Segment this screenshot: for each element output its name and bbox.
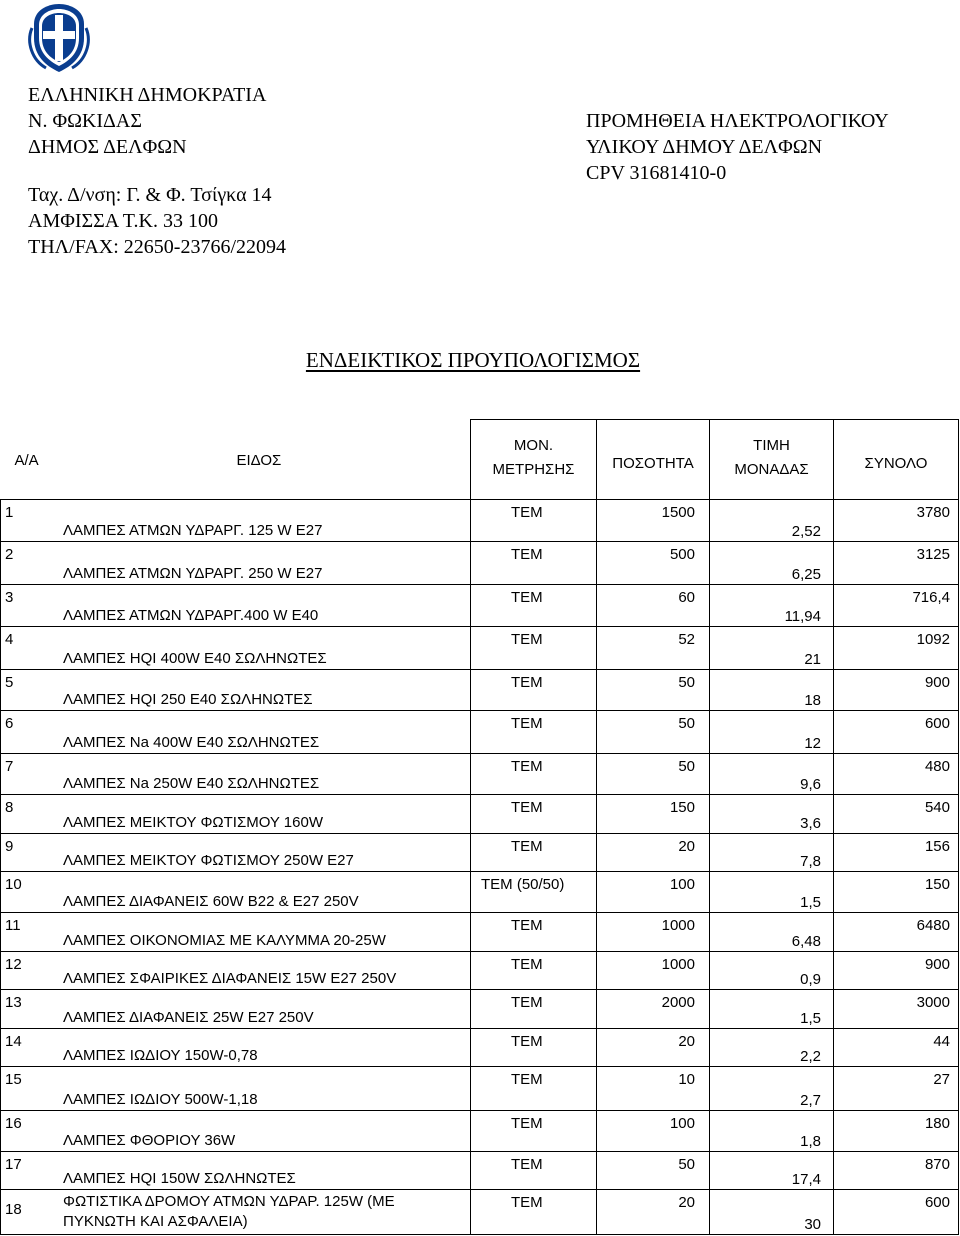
header-item: ΕΙΔΟΣ (236, 451, 282, 469)
row-number: 12 (5, 955, 22, 973)
unit-value: TEM (511, 546, 543, 564)
total-value: 1092 (916, 631, 950, 649)
row-number: 1 (5, 503, 14, 521)
price-cell (710, 669, 834, 710)
item-description: ΛΑΜΠΕΣ ΑΤΜΩΝ ΥΔΡΑΡΓ. 250 W E27 (63, 564, 323, 582)
total-value: 3125 (916, 546, 950, 564)
unit-price-value: 2,52 (791, 523, 821, 541)
total-cell (834, 753, 959, 794)
item-description: ΛΑΜΠΕΣ ΔΙΑΦΑΝΕΙΣ 60W B22 & E27 250V (63, 893, 359, 911)
unit-cell (471, 711, 597, 753)
header-total-cell (834, 420, 959, 500)
total-value: 900 (924, 955, 950, 973)
table-row (1, 990, 959, 1028)
qty-cell (597, 542, 710, 584)
unit-price-value: 1,5 (800, 1009, 821, 1027)
unit-value: TEM (511, 1071, 543, 1089)
total-cell (834, 1152, 959, 1190)
table-row (1, 584, 959, 626)
row-number: 7 (5, 757, 14, 775)
unit-price-value: 1,8 (800, 1133, 821, 1151)
item-description: ΛΑΜΠΕΣ ΔΙΑΦΑΝΕΙΣ 25W E27 250V (63, 1008, 314, 1026)
total-cell (834, 1110, 959, 1151)
total-value: 150 (924, 875, 950, 893)
row-number: 17 (5, 1156, 22, 1174)
table-row (1, 833, 959, 871)
qty-value: 10 (678, 1071, 695, 1089)
item-cell (1, 711, 471, 753)
document-title: ΕΝΔΕΙΚΤΙΚΟΣ ΠΡΟΥΠΟΛΟΓΙΣΜΟΣ (305, 348, 641, 372)
table-row (1, 1190, 959, 1235)
unit-cell (471, 1067, 597, 1110)
qty-cell (597, 711, 710, 753)
price-cell (710, 990, 834, 1028)
unit-cell (471, 1110, 597, 1151)
item-cell (1, 627, 471, 669)
unit-value: TEM (511, 837, 543, 855)
issuer-address-city: ΑΜΦΙΣΣΑ Τ.Κ. 33 100 (28, 210, 218, 232)
item-description: ΛΑΜΠΕΣ HQI 400W E40 ΣΩΛΗΝΩΤΕΣ (63, 649, 327, 667)
issuer-address-street: Ταχ. Δ/νση: Γ. & Φ. Τσίγκα 14 (28, 184, 272, 206)
qty-value: 1000 (661, 917, 695, 935)
item-description: ΛΑΜΠΕΣ ΣΦΑΙΡΙΚΕΣ ΔΙΑΦΑΝΕΙΣ 15W E27 250V (63, 970, 397, 988)
unit-price-value: 21 (804, 650, 821, 668)
unit-value: TEM (511, 588, 543, 606)
unit-price-value: 2,7 (800, 1091, 821, 1109)
unit-cell (471, 753, 597, 794)
item-description: ΛΑΜΠΕΣ Na 400W E40 ΣΩΛΗΝΩΤΕΣ (63, 733, 320, 751)
issuer-phone-fax: ΤΗΛ/FAX: 22650-23766/22094 (28, 236, 287, 258)
table-row (1, 499, 959, 541)
total-value: 3780 (916, 503, 950, 521)
unit-cell (471, 584, 597, 626)
qty-value: 500 (669, 546, 695, 564)
item-cell (1, 1028, 471, 1066)
table-header-row (1, 420, 959, 500)
price-cell (710, 584, 834, 626)
qty-value: 1500 (661, 503, 695, 521)
total-value: 540 (924, 799, 950, 817)
total-value: 27 (933, 1071, 950, 1089)
table-row (1, 795, 959, 833)
total-cell (834, 1190, 959, 1235)
total-cell (834, 913, 959, 951)
row-number: 16 (5, 1114, 22, 1132)
item-description (63, 1192, 395, 1232)
item-cell (1, 871, 471, 912)
unit-cell (471, 542, 597, 584)
price-cell (710, 833, 834, 871)
qty-cell (597, 913, 710, 951)
unit-price-value: 9,6 (800, 776, 821, 794)
header-price-cell (710, 420, 834, 500)
table-row (1, 1067, 959, 1110)
table-row (1, 669, 959, 710)
qty-cell (597, 1110, 710, 1151)
price-cell (710, 1190, 834, 1235)
unit-value: TEM (511, 1032, 543, 1050)
qty-cell (597, 1152, 710, 1190)
unit-cell (471, 1028, 597, 1066)
item-cell (1, 1067, 471, 1110)
total-cell (834, 627, 959, 669)
item-description-line1: ΦΩΤΙΣΤΙΚΑ ΔΡΟΜΟΥ ΑΤΜΩΝ ΥΔΡΑΡ. 125W (ΜΕ (63, 1193, 395, 1210)
qty-cell (597, 951, 710, 989)
price-cell (710, 1110, 834, 1151)
total-cell (834, 990, 959, 1028)
header-price-line2: ΜΟΝΑΔΑΣ (734, 461, 809, 478)
item-description: ΛΑΜΠΕΣ HQI 250 E40 ΣΩΛΗΝΩΤΕΣ (63, 691, 313, 709)
qty-cell (597, 584, 710, 626)
item-cell (1, 542, 471, 584)
unit-value: TEM (511, 757, 543, 775)
item-description: ΛΑΜΠΕΣ ΜΕΙΚΤΟΥ ΦΩΤΙΣΜΟΥ 250W E27 (63, 851, 354, 869)
item-cell (1, 499, 471, 541)
total-cell (834, 871, 959, 912)
total-cell (834, 1067, 959, 1110)
qty-value: 100 (669, 1114, 695, 1132)
item-cell (1, 753, 471, 794)
qty-cell (597, 871, 710, 912)
unit-value: TEM (511, 715, 543, 733)
total-cell (834, 833, 959, 871)
item-description: ΛΑΜΠΕΣ ΙΩΔΙΟΥ 500W-1,18 (63, 1090, 258, 1108)
price-cell (710, 1028, 834, 1066)
item-cell (1, 990, 471, 1028)
unit-cell (471, 669, 597, 710)
price-cell (710, 913, 834, 951)
unit-cell (471, 627, 597, 669)
table-row (1, 753, 959, 794)
unit-value: TEM (511, 673, 543, 691)
item-description-line2: ΠΥΚΝΩΤΗ ΚΑΙ ΑΣΦΑΛΕΙΑ) (63, 1213, 248, 1230)
unit-price-value: 2,2 (800, 1048, 821, 1066)
header-aa-item-cell (1, 420, 471, 500)
qty-cell (597, 795, 710, 833)
row-number: 18 (5, 1201, 22, 1219)
table-row (1, 542, 959, 584)
item-description: ΛΑΜΠΕΣ Na 250W E40 ΣΩΛΗΝΩΤΕΣ (63, 775, 320, 793)
total-value: 44 (933, 1032, 950, 1050)
row-number: 15 (5, 1071, 22, 1089)
total-value: 480 (924, 757, 950, 775)
item-cell (1, 1110, 471, 1151)
total-cell (834, 1028, 959, 1066)
price-cell (710, 711, 834, 753)
qty-cell (597, 753, 710, 794)
unit-cell (471, 913, 597, 951)
unit-price-value: 6,25 (791, 565, 821, 583)
qty-value: 2000 (661, 994, 695, 1012)
unit-cell (471, 990, 597, 1028)
unit-price-value: 18 (804, 692, 821, 710)
header-qty: ΠΟΣΟΤΗΤΑ (612, 455, 694, 472)
procurement-header (586, 108, 889, 186)
header-price (710, 434, 833, 482)
qty-cell (597, 627, 710, 669)
price-cell (710, 627, 834, 669)
procurement-title-line1: ΠΡΟΜΗΘΕΙΑ ΗΛΕΚΤΡΟΛΟΓΙΚΟΥ (586, 110, 889, 132)
total-value: 180 (924, 1114, 950, 1132)
total-cell (834, 669, 959, 710)
issuer-municipality: ΔΗΜΟΣ ΔΕΛΦΩΝ (28, 136, 187, 158)
total-value: 156 (924, 837, 950, 855)
qty-value: 1000 (661, 955, 695, 973)
item-cell (1, 669, 471, 710)
unit-value: TEM (511, 1156, 543, 1174)
issuer-prefecture: Ν. ΦΩΚΙΔΑΣ (28, 110, 142, 132)
unit-value: TEM (511, 1194, 543, 1212)
table-row (1, 711, 959, 753)
unit-value: TEM (50/50) (481, 875, 565, 893)
item-description: ΛΑΜΠΕΣ ΟΙΚΟΝΟΜΙΑΣ ΜΕ ΚΑΛΥΜΜΑ 20-25W (63, 931, 386, 949)
qty-value: 52 (678, 631, 695, 649)
item-cell (1, 951, 471, 989)
qty-value: 50 (678, 715, 695, 733)
header-total: ΣΥΝΟΛΟ (864, 455, 928, 472)
unit-value: TEM (511, 799, 543, 817)
qty-cell (597, 1190, 710, 1235)
row-number: 3 (5, 588, 14, 606)
row-number: 5 (5, 673, 14, 691)
table-row (1, 1152, 959, 1190)
unit-price-value: 3,6 (800, 814, 821, 832)
qty-value: 20 (678, 1032, 695, 1050)
table-row (1, 1110, 959, 1151)
procurement-cpv-code: CPV 31681410-0 (586, 162, 727, 184)
procurement-title-line2: ΥΛΙΚΟΥ ΔΗΜΟΥ ΔΕΛΦΩΝ (586, 136, 823, 158)
header-unit-line2: ΜΕΤΡΗΣΗΣ (492, 461, 575, 478)
row-number: 6 (5, 715, 14, 733)
item-cell (1, 913, 471, 951)
qty-value: 60 (678, 588, 695, 606)
item-description: ΛΑΜΠΕΣ ΑΤΜΩΝ ΥΔΡΑΡΓ.400 W E40 (63, 607, 319, 625)
item-cell (1, 1190, 471, 1235)
unit-price-value: 6,48 (791, 932, 821, 950)
qty-cell (597, 499, 710, 541)
row-number: 13 (5, 994, 22, 1012)
price-cell (710, 1067, 834, 1110)
unit-value: TEM (511, 503, 543, 521)
unit-price-value: 1,5 (800, 894, 821, 912)
unit-value: TEM (511, 917, 543, 935)
header-price-line1: ΤΙΜΗ (753, 437, 790, 454)
qty-value: 20 (678, 1194, 695, 1212)
unit-cell (471, 499, 597, 541)
total-value: 3000 (916, 994, 950, 1012)
qty-value: 50 (678, 673, 695, 691)
unit-price-value: 12 (804, 734, 821, 752)
item-description: ΛΑΜΠΕΣ ΦΘΟΡΙΟΥ 36W (63, 1132, 236, 1150)
total-cell (834, 795, 959, 833)
qty-cell (597, 1067, 710, 1110)
table-row (1, 913, 959, 951)
unit-value: TEM (511, 955, 543, 973)
unit-cell (471, 1190, 597, 1235)
qty-value: 20 (678, 837, 695, 855)
table-row (1, 1028, 959, 1066)
total-value: 600 (924, 715, 950, 733)
total-value: 716,4 (912, 588, 950, 606)
unit-cell (471, 951, 597, 989)
qty-value: 150 (669, 799, 695, 817)
qty-cell (597, 833, 710, 871)
qty-cell (597, 1028, 710, 1066)
header-unit-line1: ΜΟΝ. (513, 437, 554, 454)
item-description: ΛΑΜΠΕΣ HQI 150W ΣΩΛΗΝΩΤΕΣ (63, 1170, 296, 1188)
row-number: 8 (5, 799, 14, 817)
total-cell (834, 584, 959, 626)
qty-cell (597, 990, 710, 1028)
item-description: ΛΑΜΠΕΣ ΑΤΜΩΝ ΥΔΡΑΡΓ. 125 W E27 (63, 522, 323, 540)
unit-value: TEM (511, 994, 543, 1012)
unit-price-value: 30 (804, 1216, 821, 1233)
item-description: ΛΑΜΠΕΣ ΜΕΙΚΤΟΥ ΦΩΤΙΣΜΟΥ 160W (63, 813, 323, 831)
unit-price-value: 11,94 (784, 608, 821, 626)
price-cell (710, 795, 834, 833)
unit-cell (471, 871, 597, 912)
unit-cell (471, 1152, 597, 1190)
total-cell (834, 711, 959, 753)
price-cell (710, 871, 834, 912)
row-number: 4 (5, 631, 14, 649)
header-qty-cell (597, 420, 710, 500)
unit-value: TEM (511, 631, 543, 649)
unit-price-value: 17,4 (791, 1171, 821, 1189)
unit-cell (471, 833, 597, 871)
item-description: ΛΑΜΠΕΣ ΙΩΔΙΟΥ 150W-0,78 (63, 1047, 258, 1065)
row-number: 2 (5, 546, 14, 564)
issuer-header (28, 82, 286, 260)
unit-price-value: 0,9 (800, 971, 821, 989)
table-row (1, 951, 959, 989)
unit-price-value: 7,8 (800, 852, 821, 870)
header-unit-cell (471, 420, 597, 500)
row-number: 11 (5, 917, 21, 935)
item-cell (1, 833, 471, 871)
total-value: 900 (924, 673, 950, 691)
price-cell (710, 951, 834, 989)
price-cell (710, 753, 834, 794)
item-cell (1, 795, 471, 833)
header-unit (471, 434, 596, 482)
row-number: 10 (5, 875, 22, 893)
total-cell (834, 542, 959, 584)
total-cell (834, 499, 959, 541)
price-cell (710, 542, 834, 584)
table-row (1, 627, 959, 669)
item-cell (1, 1152, 471, 1190)
budget-table (0, 419, 959, 1235)
unit-value: TEM (511, 1114, 543, 1132)
header-aa: Α/Α (14, 451, 39, 469)
price-cell (710, 1152, 834, 1190)
qty-value: 100 (669, 875, 695, 893)
qty-value: 50 (678, 1156, 695, 1174)
greek-coat-of-arms-icon (28, 2, 90, 74)
total-value: 600 (924, 1194, 950, 1212)
qty-cell (597, 669, 710, 710)
qty-value: 50 (678, 757, 695, 775)
total-value: 6480 (916, 917, 950, 935)
unit-cell (471, 795, 597, 833)
issuer-country: ΕΛΛΗΝΙΚΗ ΔΗΜΟΚΡΑΤΙΑ (28, 84, 267, 106)
total-value: 870 (924, 1156, 950, 1174)
total-cell (834, 951, 959, 989)
price-cell (710, 499, 834, 541)
row-number: 14 (5, 1032, 22, 1050)
table-row (1, 871, 959, 912)
row-number: 9 (5, 837, 14, 855)
item-cell (1, 584, 471, 626)
